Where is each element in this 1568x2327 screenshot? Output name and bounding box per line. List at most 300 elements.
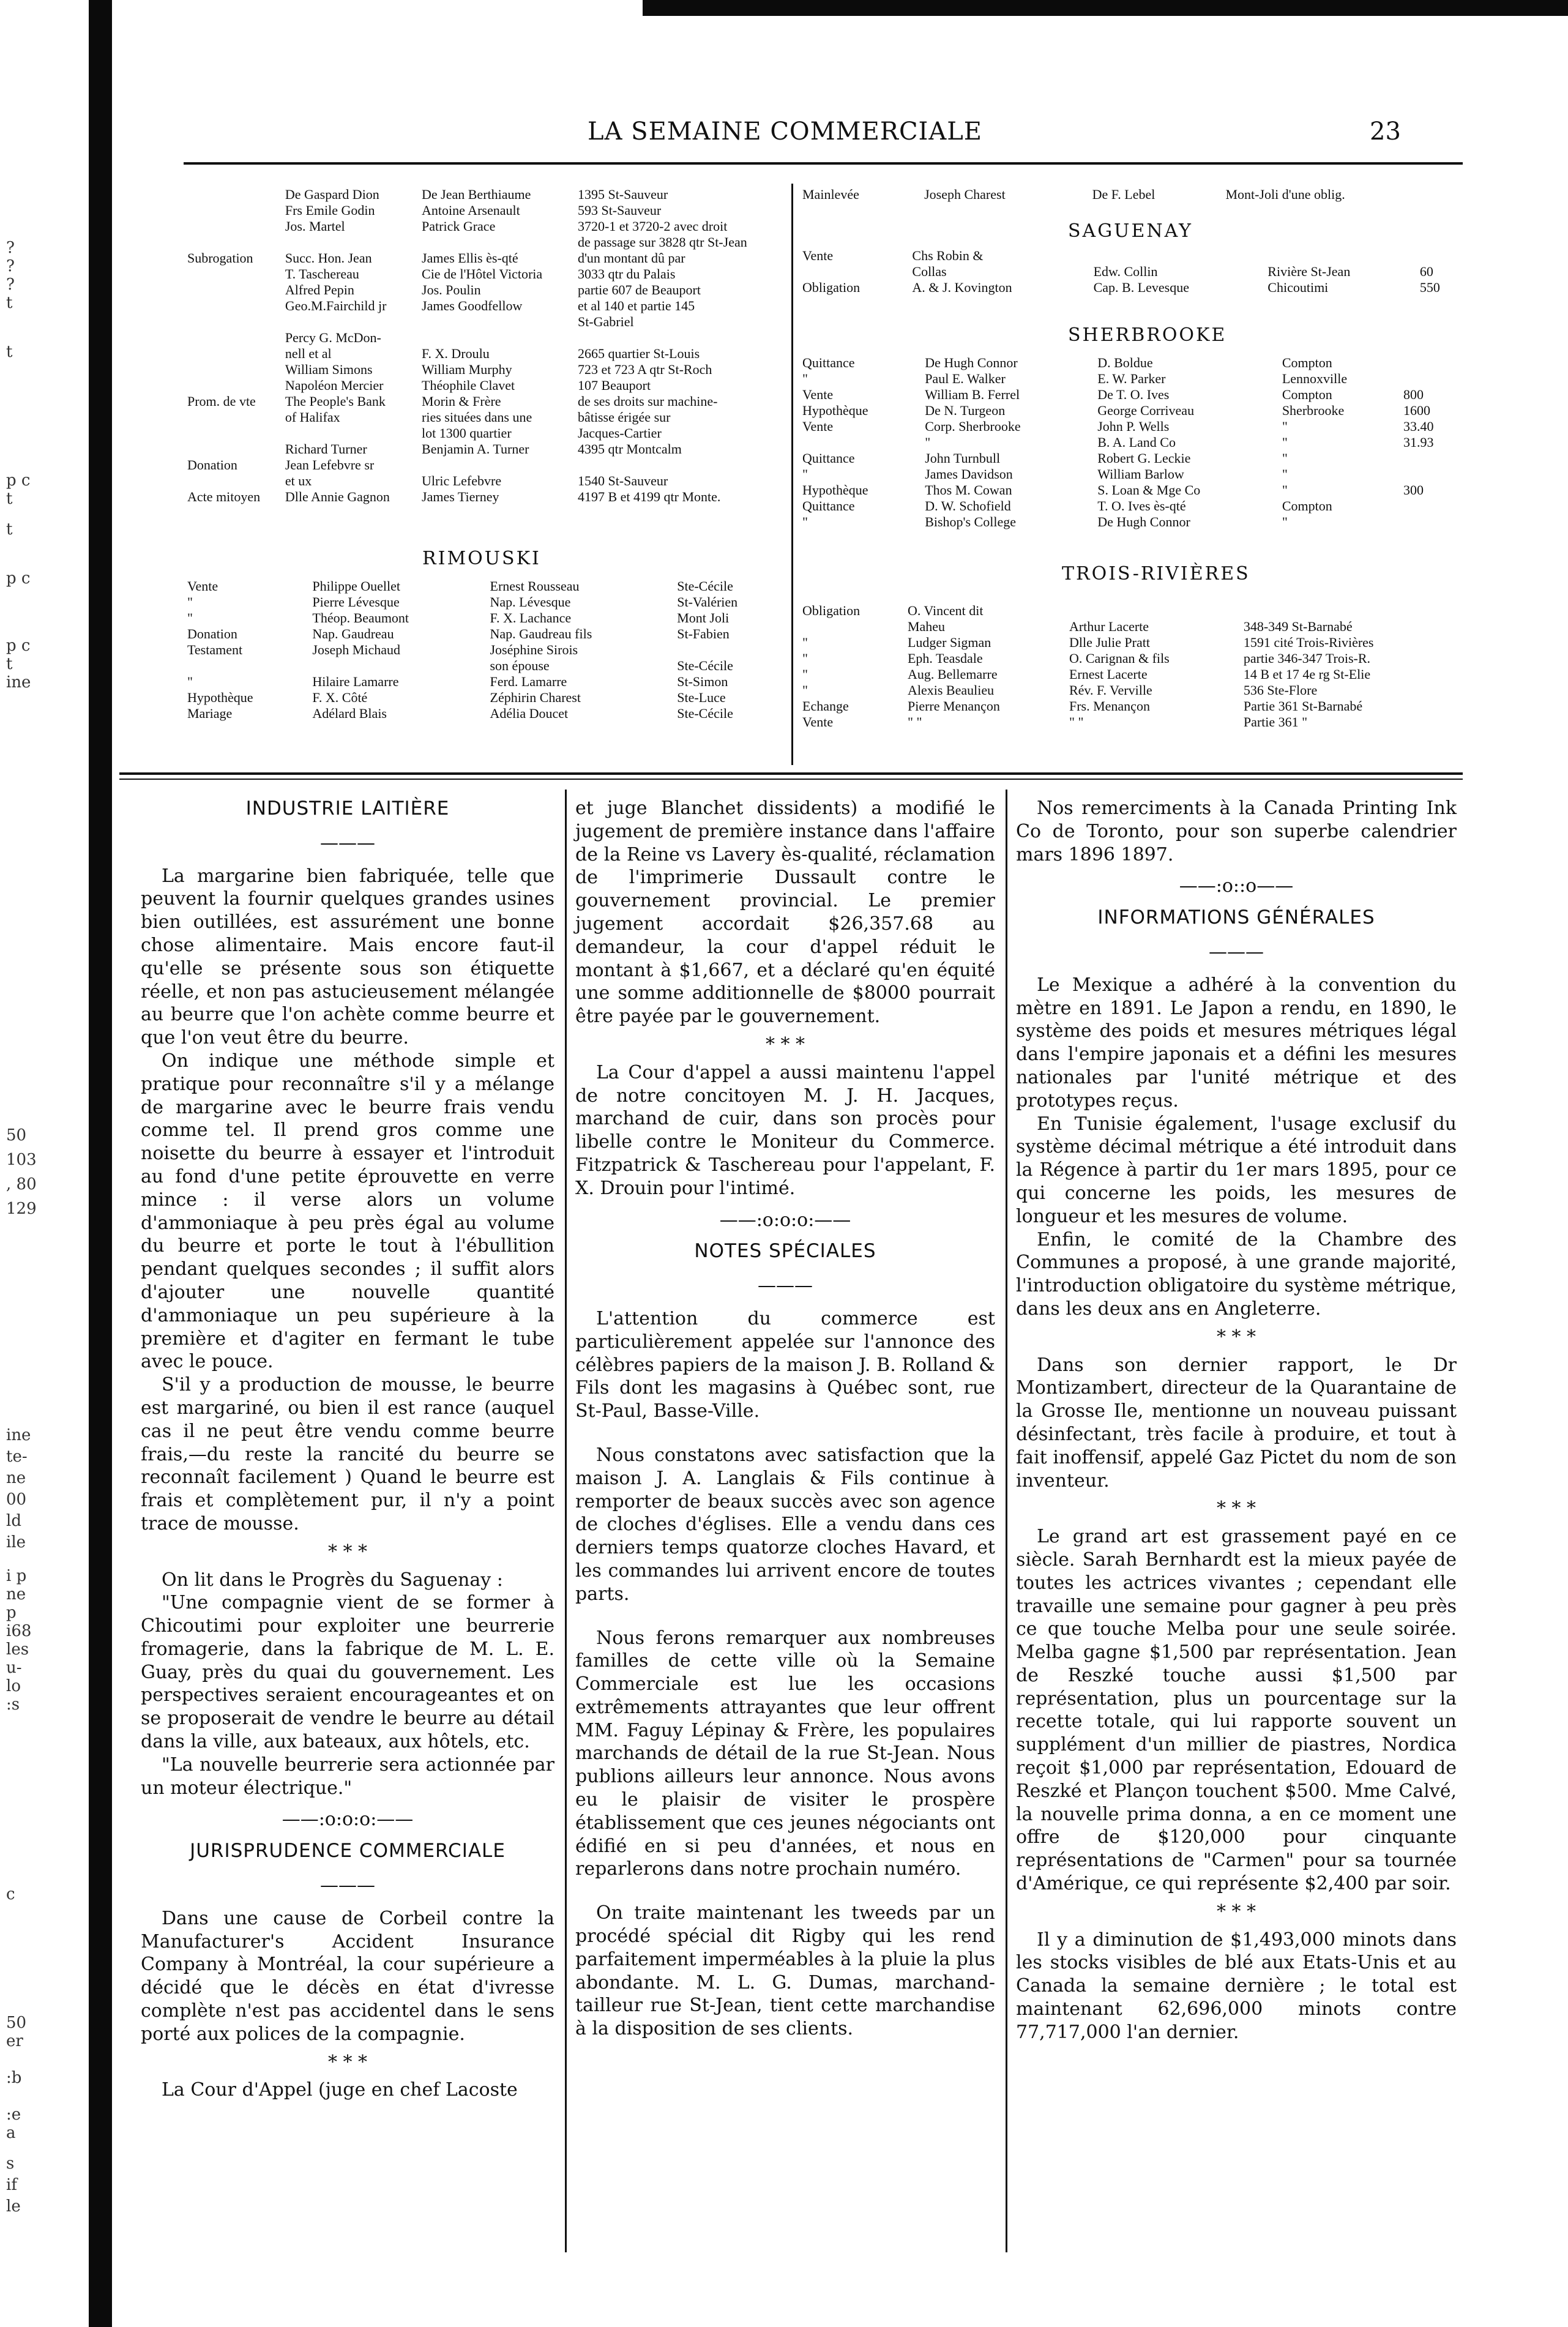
table-cell-p1: Pierre Lévesque xyxy=(312,594,400,610)
table-cell-p1: Eph. Teasdale xyxy=(907,651,983,666)
table-row xyxy=(184,346,790,362)
table-cell-p2: Patrick Grace xyxy=(422,219,496,234)
column-divider-2 xyxy=(1006,790,1007,2252)
margin-fragment: te- xyxy=(6,1447,28,1466)
table-cell-p1: Dlle Annie Gagnon xyxy=(285,489,390,504)
table-cell-p2: James Ellis ès-qté xyxy=(422,250,518,266)
table-cell-kind: " xyxy=(802,667,808,682)
table-cell-kind: Echange xyxy=(802,698,849,714)
margin-fragment: ine xyxy=(6,673,31,692)
table-cell-prop: Partie 361 St-Barnabé xyxy=(1243,698,1363,714)
table-cell-kind: Donation xyxy=(187,626,237,641)
table-cell-p1 xyxy=(282,425,418,441)
table-cell-kind: " xyxy=(802,682,808,698)
transactions-table-right xyxy=(799,187,1463,203)
table-cell-amt xyxy=(1400,450,1463,466)
table-cell-p2 xyxy=(1090,248,1264,264)
table-cell-p2: E. W. Parker xyxy=(1097,371,1166,386)
margin-fragment: ? xyxy=(6,239,15,257)
paragraph: Nos remerciments à la Canada Printing Ink Co de Toronto, pour son superbe calendrier mars 1896 1897. xyxy=(1016,797,1457,865)
table-cell-p1: Maheu xyxy=(907,619,946,634)
margin-fragment: lo xyxy=(6,1677,21,1695)
table-cell-amt: 300 xyxy=(1403,482,1424,498)
table-row xyxy=(799,619,1463,635)
spacer xyxy=(575,1606,995,1627)
table-cell-kind xyxy=(799,619,904,635)
paragraph: S'il y a production de mousse, le beurre est margariné, ou bien il est rance (auquel cas il ne peut être vendu comme beurre frais,—du reste la rancité du beurre se reconnaît facilement ) Quand le beurre est frais et complètement pur, il n'y a point trace de mousse. xyxy=(141,1374,554,1534)
heading-jurisprudence-commerciale: JURISPRUDENCE COMMERCIALE xyxy=(190,1840,506,1862)
table-cell-prop: St-Fabien xyxy=(677,626,730,641)
table-row xyxy=(799,435,1463,450)
table-cell-kind xyxy=(184,441,282,457)
table-cell-prop: Ste-Luce xyxy=(677,690,726,705)
margin-fragment: :s xyxy=(6,1695,20,1714)
margin-fragment: u- xyxy=(6,1659,22,1677)
asterism: * * * xyxy=(1216,1900,1256,1922)
binding-spine xyxy=(89,0,112,2327)
table-cell-p1: A. & J. Kovington xyxy=(912,280,1012,295)
table-cell-prop: Sherbrooke xyxy=(1282,403,1345,418)
table-cell-p2: Cap. B. Levesque xyxy=(1093,280,1189,295)
table-cell-p2: Cie de l'Hôtel Victoria xyxy=(422,266,543,282)
table-cell-p2: O. Carignan & fils xyxy=(1069,651,1170,666)
paragraph: L'attention du commerce est particulièrement appelée sur l'annonce des célèbres papiers de la maison J. B. Rolland & Fils dont les magasins à Québec sont, rue St-Paul, Basse-Ville. xyxy=(575,1307,995,1422)
table-row xyxy=(799,355,1463,371)
top-edge-bar xyxy=(643,0,1568,16)
asterism: * * * xyxy=(1216,1326,1256,1348)
table-cell-p2: William Barlow xyxy=(1097,466,1184,482)
table-cell-prop: 4395 qtr Montcalm xyxy=(577,441,682,457)
table-cell-prop: " xyxy=(1282,514,1288,529)
table-cell-p1: De Gaspard Dion xyxy=(285,187,379,202)
table-row xyxy=(184,266,790,282)
table-cell-p1: Geo.M.Fairchild jr xyxy=(285,298,387,313)
table-row xyxy=(799,498,1463,514)
table-cell-p2 xyxy=(418,234,574,250)
table-row xyxy=(184,473,790,489)
table-row xyxy=(799,651,1463,667)
table-row xyxy=(799,514,1463,530)
column-2 xyxy=(575,797,995,2041)
table-cell-p2: Nap. Gaudreau fils xyxy=(490,626,592,641)
table-cell-p1: Alfred Pepin xyxy=(285,282,354,297)
table-cell-p2: Jos. Poulin xyxy=(422,282,481,297)
margin-fragment: c xyxy=(6,1885,15,1903)
table-cell-p1: William B. Ferrel xyxy=(925,387,1020,402)
table-cell-p1: Jean Lefebvre sr xyxy=(285,457,375,472)
table-cell-prop: St-Gabriel xyxy=(577,314,634,329)
table-cell-p1 xyxy=(282,314,418,330)
table-row xyxy=(799,248,1463,264)
table-row xyxy=(184,362,790,378)
table-cell-p1: De Hugh Connor xyxy=(925,355,1018,370)
table-cell-kind xyxy=(799,264,908,280)
table-cell-kind xyxy=(184,330,282,346)
paragraph: En Tunisie également, l'usage exclusif du système décimal métrique a été introduit dans la Régence à partir du 1er mars 1895, pour ce qui concerne les poids, les mesures de longueur et les mesures de volume. xyxy=(1016,1113,1457,1227)
table-cell-kind xyxy=(184,409,282,425)
table-cell-p2: Ferd. Lamarre xyxy=(490,674,567,689)
margin-fragment: a xyxy=(6,2124,16,2142)
table-cell-p2: ries situées dans une xyxy=(422,409,532,425)
table-row xyxy=(184,690,790,706)
table-cell-kind xyxy=(184,266,282,282)
table-cell-amt xyxy=(1400,514,1463,530)
table-cell-p1: Théop. Beaumont xyxy=(312,610,409,626)
table-cell-p2: De Hugh Connor xyxy=(1097,514,1190,529)
margin-fragment: , 80 xyxy=(6,1175,37,1193)
table-cell-p2: De F. Lebel xyxy=(1092,187,1155,202)
table-cell-p2: Rév. F. Verville xyxy=(1069,682,1152,698)
table-cell-p1: D. W. Schofield xyxy=(925,498,1011,514)
table-cell-kind xyxy=(184,203,282,219)
table-cell-kind: Vente xyxy=(802,387,834,402)
table-cell-p2: George Corriveau xyxy=(1097,403,1195,418)
table-cell-p1: Napoléon Mercier xyxy=(285,378,384,393)
heading-dash: ——— xyxy=(1209,941,1264,963)
paragraph: Dans son dernier rapport, le Dr Montizambert, directeur de la Quarantaine de la Grosse Ile, mentionne un nouveau puissant désinfectant, très facile à produire, et tout à fait inoffensif, appelé Gaz Pictet du nom de son inventeur. xyxy=(1016,1354,1457,1492)
table-row xyxy=(799,698,1463,714)
table-row xyxy=(184,250,790,266)
table-divider xyxy=(791,184,793,765)
table-cell-prop xyxy=(673,642,790,658)
table-cell-prop: Rivière St-Jean xyxy=(1267,264,1351,279)
margin-fragment: :b xyxy=(6,2069,22,2087)
asterism: * * * xyxy=(1216,1498,1256,1520)
table-row xyxy=(799,387,1463,403)
table-cell-kind: Quittance xyxy=(802,450,855,466)
table-cell-amt: 1600 xyxy=(1403,403,1430,418)
table-cell-p1: Pierre Menançon xyxy=(907,698,1000,714)
table-cell-amt xyxy=(1400,371,1463,387)
table-cell-kind: Hypothèque xyxy=(802,482,868,498)
table-row xyxy=(799,667,1463,682)
margin-fragment: les xyxy=(6,1640,29,1659)
heading-industrie-laitiere: INDUSTRIE LAITIÈRE xyxy=(245,797,450,820)
table-cell-p1: Jos. Martel xyxy=(285,219,345,234)
table-cell-kind xyxy=(184,298,282,314)
table-cell-amt xyxy=(1400,355,1463,371)
table-cell-p2: F. X. Lachance xyxy=(490,610,572,626)
table-cell-prop: bâtisse érigée sur xyxy=(577,409,671,425)
table-cell-p2: Antoine Arsenault xyxy=(422,203,520,218)
table-cell-p1: of Halifax xyxy=(285,409,340,425)
table-cell-prop: Mont Joli xyxy=(677,610,730,626)
table-cell-prop: " xyxy=(1282,435,1288,450)
table-cell-amt: 60 xyxy=(1419,264,1433,279)
table-cell-p2: Arthur Lacerte xyxy=(1069,619,1149,634)
table-cell-prop: 723 et 723 A qtr St-Roch xyxy=(577,362,712,377)
section-sherbrooke: SHERBROOKE xyxy=(1068,324,1227,346)
table-cell-kind xyxy=(184,473,282,489)
section-separator: ——:o:o:o:—— xyxy=(282,1809,414,1831)
margin-fragment: 50 xyxy=(6,2014,27,2032)
table-cell-p2: Benjamin A. Turner xyxy=(422,441,529,457)
table-cell-p2: Edw. Collin xyxy=(1093,264,1158,279)
paragraph: On lit dans le Progrès du Saguenay : xyxy=(162,1569,503,1591)
table-row xyxy=(184,610,790,626)
table-cell-prop: St-Simon xyxy=(677,674,728,689)
table-row xyxy=(184,578,790,594)
table-cell-p1: Ludger Sigman xyxy=(907,635,991,650)
column-1 xyxy=(141,793,554,2102)
column-3 xyxy=(1016,797,1457,2044)
table-row xyxy=(184,330,790,346)
table-cell-p1: Alexis Beaulieu xyxy=(907,682,995,698)
table-cell-p2: S. Loan & Mge Co xyxy=(1097,482,1201,498)
table-cell-prop: de ses droits sur machine- xyxy=(577,394,718,409)
table-cell-prop: Compton xyxy=(1282,355,1332,370)
table-cell-prop: de passage sur 3828 qtr St-Jean xyxy=(577,234,747,250)
paragraph: Le grand art est grassement payé en ce siècle. Sarah Bernhardt est la mieux payée de toutes les actrices vivantes ; cependant elle travaille une semaine pour gagner à peu près ce que touche Melba pour une seule soirée. Melba gagne $1,500 par représentation. Jean de Reszké touche aussi $1,500 par représentation, plus un pourcentage sur la recette totale, qui lui rapporte souvent un supplément d'un millier de piastres, Nordica reçoit $1,000 par représentation, Edouard de Reszké et Plançon touchent $500. Mme Calvé, la nouvelle prima donna, a en ce moment une offre de $120,000 pour cinquante représentations de "Carmen" pour sa tournée d'Amérique, ce qui représente $2,400 par soir. xyxy=(1016,1526,1457,1895)
table-cell-kind xyxy=(184,187,282,203)
table-cell-p2: F. X. Droulu xyxy=(422,346,490,361)
table-cell-kind: Subrogation xyxy=(187,250,253,266)
column-divider-1 xyxy=(565,790,567,2252)
paragraph: Le Mexique a adhéré à la convention du mètre en 1891. Le Japon a rendu, en 1890, le système des poids et mesures métriques légal dans l'empire japonais et a défini les mesures nationales par l'unité métrique et des prototypes reçus. xyxy=(1016,974,1457,1111)
table-cell-p1: Succ. Hon. Jean xyxy=(285,250,372,266)
table-row xyxy=(184,187,790,203)
margin-fragment: if xyxy=(6,2176,17,2194)
table-bottom-rule xyxy=(119,772,1463,775)
table-row xyxy=(799,482,1463,498)
header-rule xyxy=(184,162,1463,165)
table-cell-kind: Donation xyxy=(187,457,237,472)
table-cell-p2: De T. O. Ives xyxy=(1097,387,1170,402)
table-cell-prop: 348-349 St-Barnabé xyxy=(1243,619,1353,634)
margin-fragment: p c xyxy=(6,637,31,655)
table-cell-p2: Robert G. Leckie xyxy=(1097,450,1191,466)
table-cell-p1: William Simons xyxy=(285,362,373,377)
table-cell-p1: Adélard Blais xyxy=(312,706,387,721)
table-cell-p1: " xyxy=(925,435,931,450)
table-cell-prop: partie 346-347 Trois-R. xyxy=(1243,651,1371,666)
table-cell-kind: Obligation xyxy=(802,280,861,295)
section-separator: ——:o::o—— xyxy=(1179,875,1294,897)
table-cell-p2: Théophile Clavet xyxy=(422,378,515,393)
table-cell-kind xyxy=(184,219,282,234)
table-cell-kind: " xyxy=(187,674,193,689)
table-cell-prop: et al 140 et partie 145 xyxy=(577,298,695,313)
table-cell-prop: " xyxy=(1282,450,1288,466)
asterism: * * * xyxy=(327,1541,368,1563)
table-row xyxy=(184,457,790,473)
table-cell-kind: Vente xyxy=(802,248,834,263)
table-row xyxy=(799,466,1463,482)
transactions-table-sherbrooke xyxy=(799,355,1463,530)
table-cell-kind: Vente xyxy=(187,578,218,594)
table-row xyxy=(184,594,790,610)
paragraph: "Une compagnie vient de se former à Chicoutimi pour exploiter une beurrerie fromagerie, dans la fabrique de M. L. E. Guay, près du quai du gouvernement. Les perspectives seraient encourageantes et on se proposerait de vendre le beurre au détail dans la ville, aux bateaux, aux hôtels, etc. xyxy=(141,1592,554,1753)
table-cell-prop: Ste-Cécile xyxy=(677,578,733,594)
table-cell-p2: lot 1300 quartier xyxy=(422,425,512,441)
margin-fragment: t xyxy=(6,655,13,673)
table-cell-p1: Chs Robin & xyxy=(912,248,984,263)
table-cell-amt: 550 xyxy=(1419,280,1440,295)
table-cell-kind xyxy=(184,425,282,441)
transactions-table-left xyxy=(184,187,790,505)
page-title: LA SEMAINE COMMERCIALE xyxy=(588,118,983,146)
table-cell-p1: Frs Emile Godin xyxy=(285,203,375,218)
table-cell-p2: Joséphine Sirois xyxy=(490,642,578,657)
table-cell-p1: T. Taschereau xyxy=(285,266,359,282)
table-row xyxy=(184,394,790,409)
margin-fragment: 50 xyxy=(6,1126,27,1145)
table-cell-p2 xyxy=(418,330,574,346)
margin-fragment: t xyxy=(6,520,13,539)
table-cell-prop: " xyxy=(1282,482,1288,498)
table-cell-prop: 1540 St-Sauveur xyxy=(577,473,668,488)
table-cell-p1: Corp. Sherbrooke xyxy=(925,419,1021,434)
table-row xyxy=(799,280,1463,296)
heading-dash: ——— xyxy=(320,832,375,854)
table-cell-kind: " xyxy=(802,651,808,666)
spacer xyxy=(575,1423,995,1444)
table-row xyxy=(184,642,790,658)
table-cell-p1: Thos M. Cowan xyxy=(925,482,1012,498)
table-cell-p2 xyxy=(418,314,574,330)
table-row xyxy=(184,674,790,690)
table-cell-amt xyxy=(1416,248,1463,264)
table-cell-p2: Ernest Lacerte xyxy=(1069,667,1148,682)
table-cell-prop: Jacques-Cartier xyxy=(577,425,662,441)
table-cell-p1: John Turnbull xyxy=(925,450,1001,466)
table-cell-p1: Hilaire Lamarre xyxy=(312,674,399,689)
table-cell-p1: F. X. Côté xyxy=(312,690,368,705)
paragraph: Enfin, le comité de la Chambre des Communes a proposé, à une grande majorité, l'introduction obligatoire du système métrique, dans les deux ans en Angleterre. xyxy=(1016,1228,1457,1320)
heading-notes-speciales: NOTES SPÉCIALES xyxy=(694,1240,876,1263)
table-cell-p1: Collas xyxy=(912,264,947,279)
margin-fragment: ld xyxy=(6,1512,21,1530)
table-row xyxy=(799,714,1463,730)
table-row xyxy=(184,203,790,219)
table-cell-p1: Percy G. McDon- xyxy=(285,330,381,345)
table-cell-kind xyxy=(184,234,282,250)
paragraph: La Cour d'Appel (juge en chef Lacoste xyxy=(162,2079,518,2101)
table-cell-prop: 593 St-Sauveur xyxy=(577,203,662,218)
table-cell-kind xyxy=(184,314,282,330)
table-cell-p2: Ulric Lefebvre xyxy=(422,473,502,488)
table-cell-p2 xyxy=(1066,603,1240,619)
table-cell-p1: Bishop's College xyxy=(925,514,1016,529)
transactions-table-trois-rivieres xyxy=(799,603,1463,730)
table-cell-prop: d'un montant dû par xyxy=(577,250,685,266)
table-cell-prop xyxy=(574,457,790,473)
table-cell-kind: " xyxy=(802,371,808,386)
margin-fragment: ne xyxy=(6,1469,26,1487)
paragraph: La Cour d'appel a aussi maintenu l'appel de notre concitoyen M. J. H. Jacques, marchand de cuir, dans son procès pour libelle contre le Moniteur du Commerce. Fitzpatrick & Taschereau pour l'appelant, F. X. Drouin pour l'intimé. xyxy=(575,1061,995,1199)
margin-fragment: p c xyxy=(6,569,31,588)
table-cell-prop: St-Valérien xyxy=(677,594,738,610)
table-cell-p1: Richard Turner xyxy=(285,441,367,457)
transactions-table-saguenay xyxy=(799,248,1463,296)
margin-fragment: i68 xyxy=(6,1622,32,1640)
table-cell-p2: John P. Wells xyxy=(1097,419,1170,434)
section-saguenay: SAGUENAY xyxy=(1068,220,1193,242)
table-cell-kind: Vente xyxy=(802,419,834,434)
table-cell-p2: D. Boldue xyxy=(1097,355,1153,370)
table-cell-kind: Prom. de vte xyxy=(187,394,256,409)
table-row xyxy=(799,264,1463,280)
table-row xyxy=(799,403,1463,419)
table-cell-p2: T. O. Ives ès-qté xyxy=(1097,498,1186,514)
table-cell-p2: " " xyxy=(1069,714,1084,730)
table-cell-prop: Ste-Cécile xyxy=(677,706,733,721)
table-cell-p1: The People's Bank xyxy=(285,394,386,409)
transactions-table-rimouski xyxy=(184,578,790,722)
margin-fragment: t xyxy=(6,490,13,508)
table-row xyxy=(799,187,1463,203)
table-cell-prop: 2665 quartier St-Louis xyxy=(577,346,700,361)
table-cell-p2: De Jean Berthiaume xyxy=(422,187,531,202)
table-row xyxy=(184,314,790,330)
table-cell-kind: " xyxy=(802,514,808,529)
table-cell-p2 xyxy=(418,457,574,473)
margin-fragment: 00 xyxy=(6,1490,27,1509)
table-cell-prop xyxy=(1264,248,1416,264)
table-row xyxy=(799,603,1463,619)
asterism: * * * xyxy=(765,1033,805,1055)
table-cell-kind xyxy=(184,282,282,298)
section-separator: ——:o:o:o:—— xyxy=(719,1209,851,1231)
table-cell-p1 xyxy=(308,658,486,674)
table-cell-p2: B. A. Land Co xyxy=(1097,435,1176,450)
table-cell-kind: Hypothèque xyxy=(187,690,253,705)
table-cell-prop: " xyxy=(1282,466,1288,482)
margin-fragment: ? xyxy=(6,257,15,275)
margin-fragment: ile xyxy=(6,1533,26,1552)
table-cell-kind: Vente xyxy=(802,714,834,730)
heading-dash: ——— xyxy=(758,1275,813,1297)
margin-fragment: p c xyxy=(6,471,31,490)
margin-fragment: i p xyxy=(6,1567,27,1585)
table-cell-p2: Adélia Doucet xyxy=(490,706,569,721)
table-cell-amt: 31.93 xyxy=(1403,435,1434,450)
table-cell-kind: Mainlevée xyxy=(802,187,859,202)
table-cell-p2: son épouse xyxy=(490,658,550,673)
table-cell-prop: 4197 B et 4199 qtr Monte. xyxy=(577,489,721,504)
table-cell-p1: Nap. Gaudreau xyxy=(312,626,394,641)
table-cell-kind: Testament xyxy=(187,642,243,657)
table-cell-kind xyxy=(184,658,308,674)
table-cell-kind: Quittance xyxy=(802,355,855,370)
table-cell-p1: Philippe Ouellet xyxy=(312,578,400,594)
table-cell-p1: James Davidson xyxy=(925,466,1013,482)
table-cell-kind: Mariage xyxy=(187,706,233,721)
table-row xyxy=(799,371,1463,387)
table-cell-prop xyxy=(1240,603,1463,619)
table-cell-amt xyxy=(1400,498,1463,514)
margin-fragment: le xyxy=(6,2197,21,2216)
table-row xyxy=(184,409,790,425)
table-cell-p2: Nap. Lévesque xyxy=(490,594,571,610)
table-cell-prop: 14 B et 17 4e rg St-Elie xyxy=(1243,667,1371,682)
table-cell-p1: O. Vincent dit xyxy=(907,603,984,618)
table-cell-p2: James Goodfellow xyxy=(422,298,523,313)
table-cell-prop: 1591 cité Trois-Rivières xyxy=(1243,635,1374,650)
table-cell-kind xyxy=(184,362,282,378)
table-bottom-rule-thin xyxy=(119,779,1463,780)
table-cell-kind: " xyxy=(802,466,808,482)
paragraph: Nous ferons remarquer aux nombreuses familles de cette ville où la Semaine Commerciale est lue les occasions extrêmements attrayantes que leur offrent MM. Faguy Lépinay & Frère, les populaires marchands de détail de la rue St-Jean. Nous publions ailleurs leur annonce. Nous avons eu le plaisir de visiter le prospère établissement que ces jeunes négociants ont édifié en si peu d'années, et nous en reparlerons dans notre prochain numéro. xyxy=(575,1627,995,1880)
margin-fragment: ine xyxy=(6,1426,31,1444)
margin-fragment: s xyxy=(6,2154,15,2173)
table-cell-p1: nell et al xyxy=(285,346,332,361)
table-cell-p1: De N. Turgeon xyxy=(925,403,1006,418)
table-cell-p1: Joseph Michaud xyxy=(312,642,400,657)
table-cell-prop: Compton xyxy=(1282,387,1332,402)
paragraph: On indique une méthode simple et pratique pour reconnaître s'il y a mélange de margarine avec le beurre frais vendu comme tel. Il prend gros comme une noisette du beurre à essayer et l'introduit au fond d'une petite éprouvette en verre mince : il verse alors un volume d'ammoniaque à peu près égal au volume du beurre et porte le tout à l'ébullition pendant quelques secondes ; il suffit alors d'ajouter une nouvelle quantité d'ammoniaque un peu supérieure à la première et d'agiter en fermant le tube avec le pouce. xyxy=(141,1050,554,1373)
table-cell-prop: Partie 361 " xyxy=(1243,714,1308,730)
